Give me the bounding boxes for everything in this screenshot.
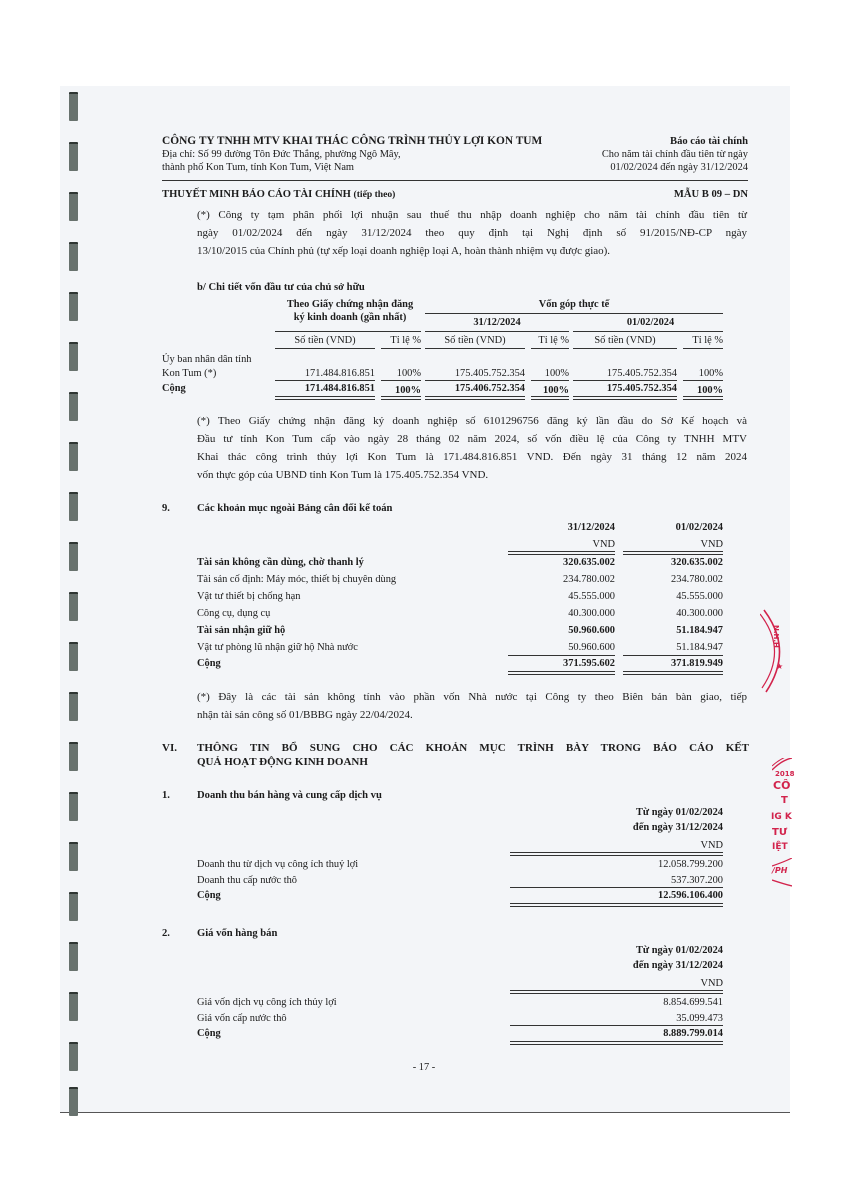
report-period-line1: Cho năm tài chính đầu tiên từ ngày <box>601 149 748 160</box>
report-header <box>520 135 748 174</box>
binder-mark <box>69 142 78 171</box>
cell-value: 100% <box>698 368 723 379</box>
form-code: MẪU B 09 – DN <box>673 189 748 200</box>
cell-value: 100% <box>396 368 421 379</box>
binder-mark <box>69 242 78 271</box>
sub-ratio: Tỉ lệ % <box>390 335 421 346</box>
seal-text: IG K <box>771 812 792 822</box>
rule <box>381 380 421 381</box>
cogs-title: Giá vốn hàng bán <box>197 928 278 939</box>
seal-arc-top <box>760 600 790 700</box>
row-value-2: 234.780.002 <box>671 574 723 585</box>
row-label-line2: Kon Tum (*) <box>162 368 217 379</box>
double-rule <box>381 396 421 400</box>
cell-value: 175.405.752.354 <box>454 368 525 379</box>
off-balance-note-line: nhận tài sản công số 01/BBBG ngày 22/04/2024. <box>197 709 413 721</box>
intro-note <box>197 206 747 260</box>
binder-mark <box>69 692 78 721</box>
binder-mark <box>69 192 78 221</box>
rule <box>425 348 525 349</box>
rule <box>425 380 525 381</box>
seal-text: IỆT <box>772 842 788 852</box>
company-address-line2: thành phố Kon Tum, tỉnh Kon Tum, Việt Nam <box>162 162 355 173</box>
sub-amount: Số tiền (VND) <box>294 335 356 346</box>
double-rule <box>510 903 723 907</box>
binder-mark <box>69 542 78 571</box>
capital-note-line: Khai thác công trình thủy lợi Kon Tum là 171.484.816.851 VND. Đến ngày 31 tháng 12 năm 2024 <box>197 451 747 463</box>
rule <box>510 1025 723 1026</box>
row-value-2: 51.184.947 <box>676 625 723 636</box>
section-9-title: Các khoản mục ngoài Bảng cân đối kế toán <box>197 503 393 514</box>
report-title: Báo cáo tài chính <box>670 136 748 147</box>
binder-mark <box>69 992 78 1021</box>
binder-mark <box>69 792 78 821</box>
total-value: 175.405.752.354 <box>606 383 677 394</box>
row-value-2: 40.300.000 <box>676 608 723 619</box>
revenue-number: 1. <box>162 790 170 801</box>
row-value-1: 320.635.002 <box>563 557 615 568</box>
intro-note-line: ngày 01/02/2024 đến ngày 31/12/2024 theo quy định tại Nghị định số 91/2015/NĐ-CP ngày <box>197 227 747 239</box>
total-value: 175.406.752.354 <box>454 383 525 394</box>
double-rule <box>510 852 723 856</box>
row-value: 35.099.473 <box>676 1013 723 1024</box>
period-line2: đến ngày 31/12/2024 <box>632 960 723 971</box>
total-label: Cộng <box>197 1028 221 1039</box>
off-balance-note-line: (*) Đây là các tài sản không tính vào phần vốn Nhà nước tại Công ty theo Biên bản bàn giao, tiếp <box>197 691 747 703</box>
total-value: 171.484.816.851 <box>304 383 375 394</box>
row-label: Công cụ, dụng cụ <box>197 608 271 619</box>
row-label: Giá vốn cấp nước thô <box>197 1013 287 1024</box>
seal-text: CÔ <box>773 779 791 792</box>
total-label: Cộng <box>162 383 186 394</box>
header-divider <box>162 180 748 181</box>
rule <box>573 380 677 381</box>
section-vi-title-line1: THÔNG TIN BỔ SUNG CHO CÁC KHOẢN MỤC TRÌNH BÀY TRONG BÁO CÁO KẾT <box>197 742 749 754</box>
sub-ratio: Tỉ lệ % <box>692 335 723 346</box>
row-value-1: 234.780.002 <box>563 574 615 585</box>
row-label: Doanh thu cấp nước thô <box>197 875 297 886</box>
seal-arc-bottom <box>772 858 792 888</box>
cell-value: 171.484.816.851 <box>304 368 375 379</box>
capital-note-line: (*) Theo Giấy chứng nhận đăng ký doanh nghiệp số 6101296756 đăng ký lần đầu do Sở Kế hoạch và <box>197 415 747 427</box>
page-number: - 17 - <box>412 1062 436 1073</box>
period-line1: Từ ngày 01/02/2024 <box>635 807 723 818</box>
cell-value: 100% <box>544 368 569 379</box>
row-value-2: 51.184.947 <box>676 642 723 653</box>
intro-note-line: 13/10/2015 của Chính phủ (tự xếp loại doanh nghiệp loại A, hoàn thành nhiệm vụ được giao). <box>197 245 611 257</box>
col-date-2: 01/02/2024 <box>626 317 675 328</box>
rule <box>425 331 569 332</box>
total-value-1: 371.595.602 <box>563 658 615 669</box>
total-value: 100% <box>395 385 421 396</box>
row-label: Vật tư phòng lũ nhận giữ hộ Nhà nước <box>197 642 358 653</box>
double-rule <box>425 396 525 400</box>
row-value-2: 320.635.002 <box>671 557 723 568</box>
rule <box>531 348 569 349</box>
row-value: 537.307.200 <box>671 875 723 886</box>
binder-mark <box>69 842 78 871</box>
row-label: Tài sản không cần dùng, chờ thanh lý <box>197 557 364 568</box>
revenue-title: Doanh thu bán hàng và cung cấp dịch vụ <box>197 790 382 801</box>
col-group-registered-line1: Theo Giấy chứng nhận đăng <box>286 299 414 310</box>
binder-mark <box>69 342 78 371</box>
seal-star-icon: ★ <box>776 662 784 671</box>
total-value: 100% <box>543 385 569 396</box>
rule <box>425 313 723 314</box>
double-rule <box>683 396 723 400</box>
double-rule <box>275 396 375 400</box>
notes-title-main: THUYẾT MINH BÁO CÁO TÀI CHÍNH <box>162 189 351 200</box>
unit-label: VND <box>700 539 723 550</box>
double-rule <box>623 671 723 675</box>
capital-table-title: b/ Chi tiết vốn đầu tư của chủ sở hữu <box>197 282 365 293</box>
company-name: CÔNG TY TNHH MTV KHAI THÁC CÔNG TRÌNH THỦY LỢI KON TUM <box>162 135 543 147</box>
binder-mark <box>69 442 78 471</box>
seal-text: T <box>781 795 788 806</box>
intro-note-line: (*) Công ty tạm phân phối lợi nhuận sau thuế thu nhập doanh nghiệp cho năm tài chính đầu tiên từ <box>197 209 747 221</box>
rule <box>573 348 677 349</box>
section-vi-number: VI. <box>162 742 177 754</box>
notes-title <box>162 189 395 200</box>
unit-label: VND <box>700 978 723 989</box>
row-value-1: 50.960.600 <box>568 625 615 636</box>
row-label-line1: Ủy ban nhân dân tỉnh <box>162 354 252 365</box>
col-group-actual: Vốn góp thực tế <box>538 299 610 310</box>
row-value: 8.854.699.541 <box>663 997 723 1008</box>
total-value: 8.889.799.014 <box>663 1028 723 1039</box>
sub-ratio: Tỉ lệ % <box>538 335 569 346</box>
rule <box>623 655 723 656</box>
company-header <box>162 135 562 174</box>
capital-note-line: Đầu tư tỉnh Kon Tum cấp vào ngày 28 tháng 02 năm 2024, số vốn điều lệ của Công ty TNHH MTV <box>197 433 747 445</box>
row-label: Tài sản cố định: Máy móc, thiết bị chuyên dùng <box>197 574 397 585</box>
section-vi-title-line2: QUẢ HOẠT ĐỘNG KINH DOANH <box>197 756 368 768</box>
row-value-2: 45.555.000 <box>676 591 723 602</box>
rule <box>683 380 723 381</box>
section-vi-title <box>197 741 749 769</box>
binder-mark <box>69 742 78 771</box>
col-date-2: 01/02/2024 <box>675 522 723 533</box>
col-date-1: 31/12/2024 <box>473 317 521 328</box>
total-value: 12.596.106.400 <box>658 890 723 901</box>
notes-title-suffix: (tiếp theo) <box>353 189 396 200</box>
double-rule <box>573 396 677 400</box>
row-label: Doanh thu từ dịch vụ công ích thuỷ lợi <box>197 859 359 870</box>
row-label: Tài sản nhận giữ hộ <box>197 625 286 636</box>
row-value-1: 40.300.000 <box>568 608 615 619</box>
cogs-number: 2. <box>162 928 170 939</box>
unit-label: VND <box>700 840 723 851</box>
sub-amount: Số tiền (VND) <box>444 335 506 346</box>
binder-mark <box>69 592 78 621</box>
unit-label: VND <box>592 539 615 550</box>
report-period-line2: 01/02/2024 đến ngày 31/12/2024 <box>610 162 748 173</box>
capital-note-line: vốn thực góp của UBND tỉnh Kon Tum là 175.405.752.354 VND. <box>197 469 489 481</box>
double-rule <box>510 990 723 994</box>
binder-mark <box>69 292 78 321</box>
total-value: 100% <box>697 385 723 396</box>
binder-mark <box>69 1087 78 1116</box>
rule <box>683 348 723 349</box>
binder-mark <box>69 642 78 671</box>
period-line2: đến ngày 31/12/2024 <box>632 822 723 833</box>
rule <box>275 348 375 349</box>
double-rule <box>531 396 569 400</box>
rule <box>275 331 421 332</box>
company-address-line1: Địa chỉ: Số 99 đường Tôn Đức Thắng, phường Ngô Mây, <box>162 149 401 160</box>
double-rule <box>623 551 723 555</box>
section-9-number: 9. <box>162 503 170 514</box>
row-value-1: 45.555.000 <box>568 591 615 602</box>
total-label: Cộng <box>197 658 221 669</box>
binder-mark <box>69 92 78 121</box>
rule <box>381 348 421 349</box>
row-value: 12.058.799.200 <box>658 859 723 870</box>
rule <box>275 380 375 381</box>
total-label: Cộng <box>197 890 221 901</box>
period-line1: Từ ngày 01/02/2024 <box>635 945 723 956</box>
total-value-2: 371.819.949 <box>671 658 723 669</box>
row-label: Giá vốn dịch vụ công ích thủy lợi <box>197 997 337 1008</box>
seal-text: N.H.H <box>772 625 780 648</box>
rule <box>531 380 569 381</box>
seal-text: TƯ <box>772 827 788 838</box>
sub-amount: Số tiền (VND) <box>594 335 656 346</box>
rule <box>573 331 723 332</box>
col-date-1: 31/12/2024 <box>567 522 615 533</box>
row-value-1: 50.960.600 <box>568 642 615 653</box>
seal-text: 2018 <box>775 770 795 778</box>
cell-value: 175.405.752.354 <box>606 368 677 379</box>
double-rule <box>510 1041 723 1045</box>
double-rule <box>508 671 615 675</box>
seal-text: /PH <box>772 866 788 875</box>
binder-mark <box>69 492 78 521</box>
double-rule <box>508 551 615 555</box>
col-group-registered-line2: ký kinh doanh (gần nhất) <box>293 312 407 323</box>
off-balance-note <box>197 688 747 724</box>
rule <box>508 655 615 656</box>
binder-mark <box>69 892 78 921</box>
binder-mark <box>69 392 78 421</box>
binder-mark <box>69 942 78 971</box>
capital-note <box>197 412 747 484</box>
row-label: Vật tư thiết bị chống hạn <box>197 591 301 602</box>
binder-mark <box>69 1042 78 1071</box>
rule <box>510 887 723 888</box>
